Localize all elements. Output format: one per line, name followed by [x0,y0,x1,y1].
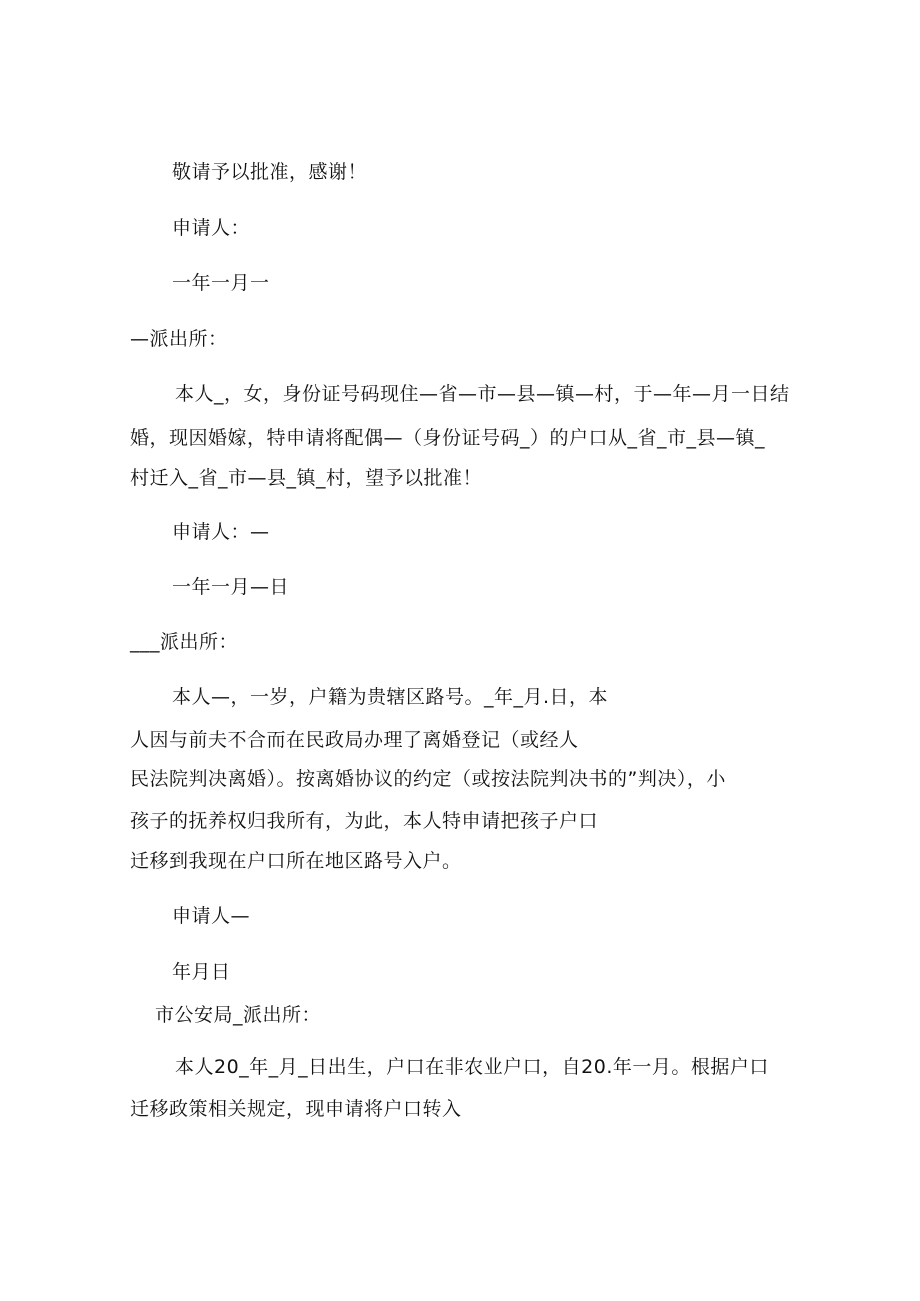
body-paragraph-4-line-1: 本人20_年_月_日出生，户口在非农业户口，自20.年一月。根据户口 [175,1056,769,1078]
body-paragraph-2-line-2: 婚，现因婚嫁，特申请将配偶—（身份证号码_）的户口从_省_市_县—镇_ [130,427,766,449]
body-paragraph-2-line-3: 村迁入_省_市—县_镇_村，望予以批准！ [130,467,483,489]
applicant-label-1: 申请人： [172,217,251,239]
police-station-salutation-1: —派出所： [130,328,228,350]
body-paragraph-4-line-2: 迁移政策相关规定，现申请将户口转入 [130,1098,462,1120]
date-line-1: 一年一月一 [172,272,270,294]
body-paragraph-3-line-1: 本人—，一岁，户籍为贵辖区路号。_年_月.日，本 [172,686,609,708]
body-paragraph-3-line-3: 民法院判决离婚）。按离婚协议的约定（或按法院判决书的”判决），小 [130,768,726,790]
date-line-2: 一年一月—日 [172,576,290,598]
police-station-salutation-2: ___派出所： [130,631,239,653]
body-paragraph-3-line-4: 孩子的抚养权归我所有，为此，本人特申请把孩子户口 [130,810,599,832]
body-paragraph-2-line-1: 本人_，女，身份证号码现住—省—市—县—镇—村，于—年—月一日结 [175,383,790,405]
applicant-label-3: 申请人— [172,905,251,927]
body-paragraph-3-line-2: 人因与前夫不合而在民政局办理了离婚登记（或经人 [130,729,579,751]
public-security-salutation: 市公安局_派出所： [155,1004,322,1026]
date-line-3: 年月日 [172,961,231,983]
applicant-label-2: 申请人：— [172,521,270,543]
closing-request-line: 敬请予以批准，感谢！ [172,161,368,183]
body-paragraph-3-line-5: 迁移到我现在户口所在地区路号入户。 [130,850,462,872]
